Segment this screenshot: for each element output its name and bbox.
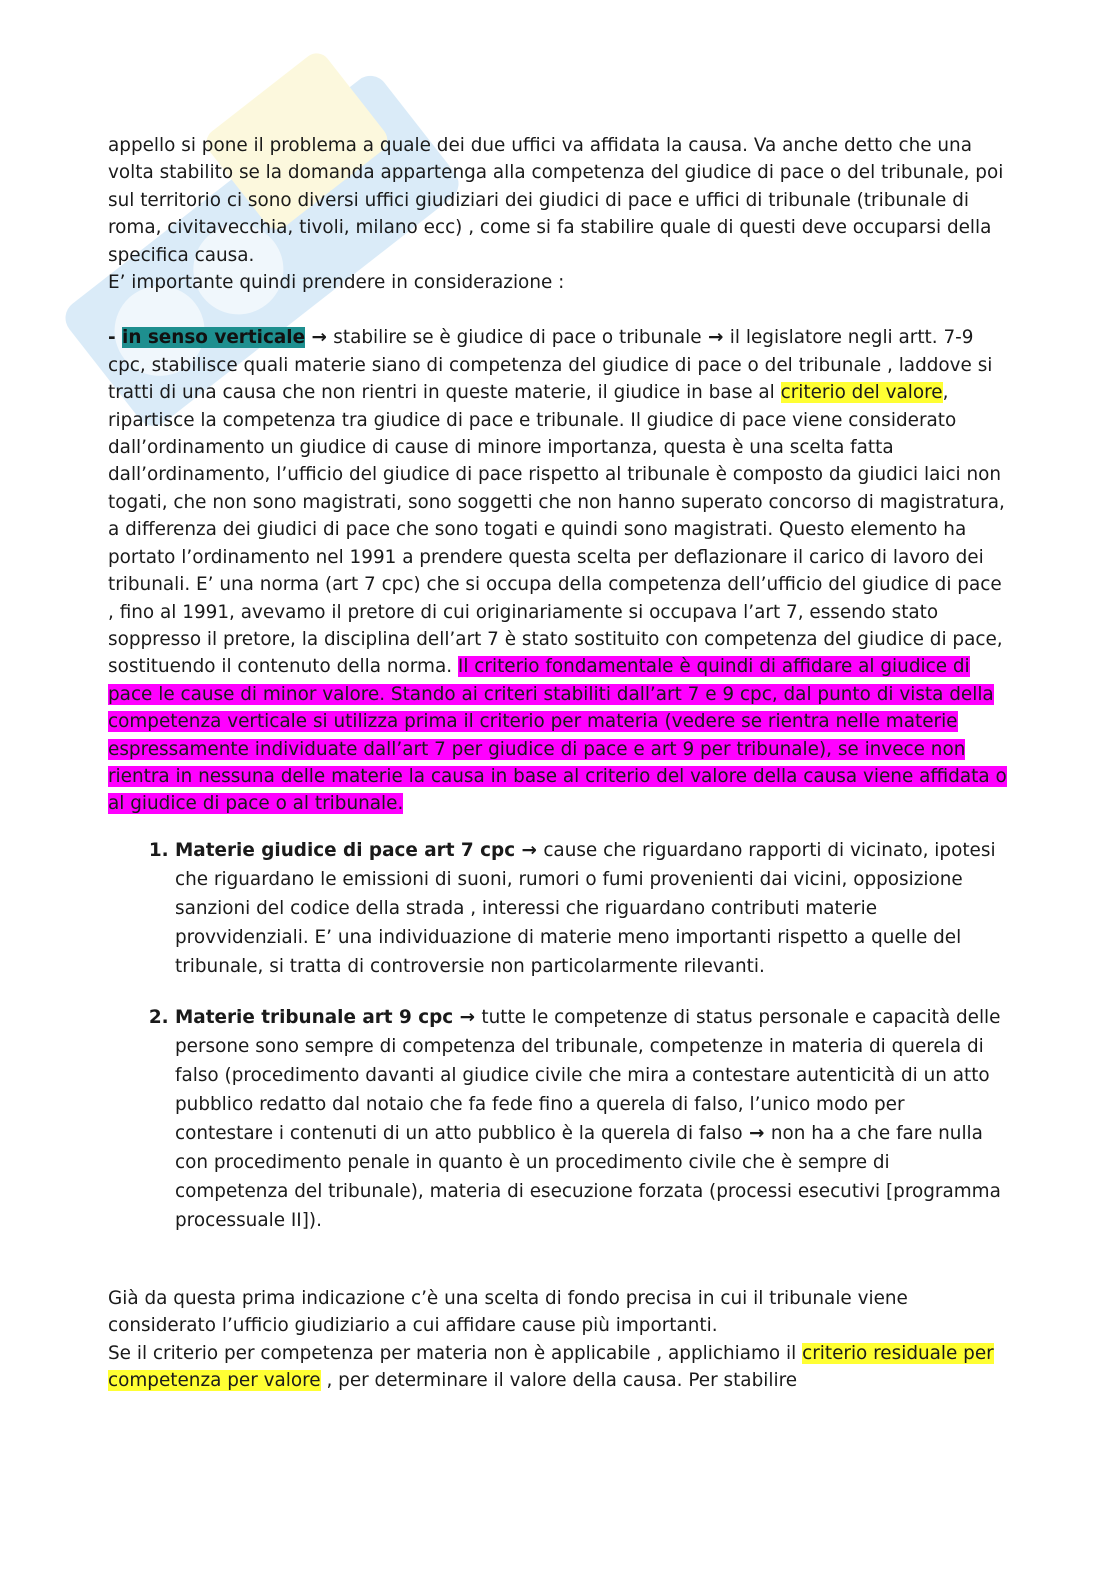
list-item-title: Materie giudice di pace art 7 cpc: [175, 839, 516, 861]
text-segment: , ripartisce la competenza tra giudice di pace e tribunale. Il giudice di pace viene considerato dall’ordinamento un giudice di cause di minore importanza, questa è una scelta fatta dall’ordinamento, l’ufficio del giudice di pace rispetto al tribunale è composto da giudici laici non togati, che non sono magistrati, sono soggetti che non hanno superato concorso di magistratura, a differenza dei giudici di pace che sono togati e quindi sono magistrati. Questo elemento ha portato l’ordinamento nel 1991 a prendere questa scelta per deflazionare il carico di lavoro dei tribunali. E’ una norma (art 7 cpc) che si occupa della competenza dell’ufficio del giudice di pace , fino al 1991, avevamo il pretore di cui originariamente si occupava l’art 7, essendo stato soppresso il pretore, la disciplina dell’art 7 è stato sostituito con competenza del giudice di pace, sostituendo il contenuto della norma.: [108, 382, 1005, 678]
paragraph-consideration-text: E’ importante quindi prendere in considerazione :: [108, 272, 565, 294]
paragraph-senso-verticale: [108, 324, 1008, 817]
text-segment: , per determinare il valore della causa. Per stabilire: [320, 1369, 798, 1391]
arrow-icon: →: [515, 839, 544, 861]
highlight-criterio-valore: criterio del valore: [780, 382, 943, 404]
highlight-senso-verticale: in senso verticale: [122, 327, 306, 349]
list-item-text: tutte le competenze di status personale e capacità delle persone sono sempre di competenza del tribunale, competenze in materia di querela di falso (procedimento davanti al giudice civile che mira a contestare autenticità di un atto pubblico redatto dal notaio che fa fede fino a querela di falso, l’unico modo per contestare i contenuti di un atto pubblico è la querela di falso: [175, 1006, 1001, 1144]
arrow-icon: →: [701, 327, 730, 349]
list-item-text: cause che riguardano rapporti di vicinato, ipotesi che riguardano le emissioni di suoni, rumori o fumi provenienti dai vicini, opposizione sanzioni del codice della strada , interessi che riguardano contributi materie provvidenziali. E’ una individuazione di materie meno importanti rispetto a quelle del tribunale, si tratta di controversie non particolarmente rilevanti.: [175, 839, 996, 977]
highlight-criterio-fondamentale: Il criterio fondamentale è quindi di affidare al giudice di pace le cause di minor valore. Stando ai criteri stabiliti dall’art 7 e 9 cpc, dal punto di vista della competenza verticale si utilizza prima il criterio per materia (vedere se rientra nelle materie espressamente individuate dall’art 7 per giudice di pace e art 9 per tribunale), se invece non rientra in nessuna delle materie la causa in base al criterio del valore della causa viene affidata o al giudice di pace o al tribunale.: [108, 656, 1007, 815]
list-item: [175, 836, 1008, 981]
text-segment: il legislatore negli artt. 7-9 cpc, stabilisce quali materie siano di competenza del giudice di pace o del tribunale , laddove si tratti di una causa che non rientri in queste materie, il giudice in base al: [108, 327, 993, 404]
document-page: [108, 132, 1008, 1394]
list-item-text: non ha a che fare nulla con procedimento penale in quanto è un procedimento civile che è sempre di competenza del tribunale), materia di esecuzione forzata (processi esecutivi [programma processuale II]).: [175, 1122, 1001, 1231]
materie-list: [108, 836, 1008, 1235]
list-item-title: Materie tribunale art 9 cpc: [175, 1006, 454, 1028]
list-item: [175, 1003, 1008, 1235]
paragraph-intro: [108, 132, 1008, 269]
arrow-icon: →: [742, 1122, 771, 1144]
dash-bullet: -: [108, 327, 123, 349]
highlight-criterio-residuale: criterio residuale per competenza per valore: [108, 1342, 994, 1391]
arrow-icon: →: [453, 1006, 482, 1028]
arrow-icon: →: [305, 327, 334, 349]
paragraph-intro-text: appello si pone il problema a quale dei due uffici va affidata la causa. Va anche detto che una volta stabilito se la domanda appartenga alla competenza del giudice di pace o del tribunale, poi sul territorio ci sono diversi uffici giudiziari dei giudici di pace e uffici di tribunale (tribunale di roma, civitavecchia, tivoli, milano ecc) , come si fa stabilire quale di questi deve occuparsi della specifica causa.: [108, 135, 1004, 266]
text-segment: stabilire se è giudice di pace o tribunale: [333, 327, 702, 349]
paragraph-consideration: [108, 269, 1008, 296]
paragraph-scelta-di-fondo: [108, 1285, 1008, 1340]
paragraph-criterio-residuale: [108, 1340, 1008, 1395]
text-segment: Se il criterio per competenza per materia non è applicabile , applichiamo il: [108, 1342, 803, 1364]
spacer: [108, 296, 1008, 324]
paragraph-scelta-text: Già da questa prima indicazione c’è una scelta di fondo precisa in cui il tribunale viene considerato l’ufficio giudiziario a cui affidare cause più importanti.: [108, 1287, 908, 1337]
